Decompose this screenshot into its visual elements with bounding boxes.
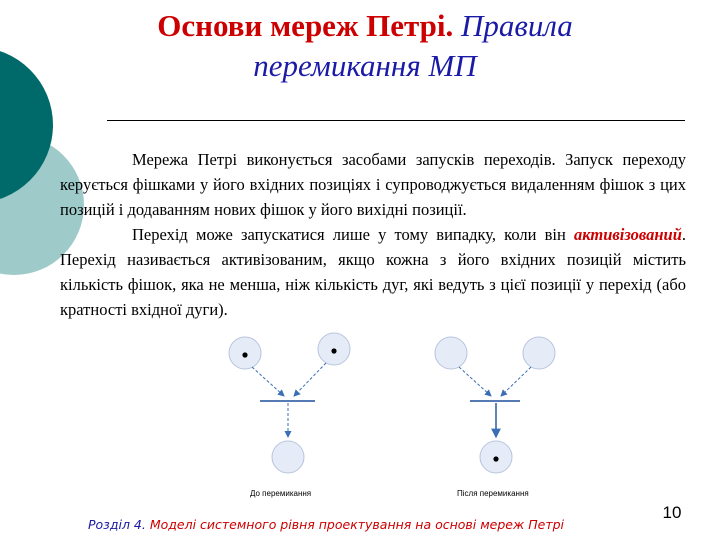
footer-section: Розділ 4. [88,517,146,532]
after-token-output [493,456,498,461]
before-output-place [272,441,304,473]
footer [88,517,564,532]
title-italic-line2: перемикання МП [253,48,477,83]
before-token-right [331,348,336,353]
paragraph-2 [60,222,686,322]
term-activated: активізований [574,225,682,244]
petri-net-diagram [220,325,580,510]
before-arc-left [252,367,284,396]
after-arc-right [501,367,531,396]
after-input-place-left [435,337,467,369]
after-input-place-right [523,337,555,369]
paragraph-1: Мережа Петрі виконується засобами запусків переходів. Запуск переходу керується фішками у його вхідних позиціях і супроводжується видаленням фішок з цих позицій і додаванням нових фішок у його вихідні позиції. [60,150,686,219]
before-token-left [242,352,247,357]
paragraph-2-end: . Перехід називається активізованим, якщо кожна з його вхідних позицій містить кількість фішок, яка не менша, ніж кількість дуг, які ведуть з цієї позиції у перехід (або кратності вхідної дуги). [60,225,687,319]
page-number: 10 [662,503,682,522]
title-bold: Основи мереж Петрі. [157,8,454,43]
before-label: До перемикання [250,489,312,498]
title-divider [107,120,685,121]
before-arc-right [294,363,326,396]
paragraph-2-start: Перехід може запускатися лише у тому випадку, коли він [132,225,566,244]
title-italic-line1: Правила [461,8,573,43]
body-text [60,147,686,322]
footer-subtitle: Моделі системного рівня проектування на основі мереж Петрі [149,517,565,532]
slide-title [60,6,670,86]
after-arc-left [459,367,491,396]
after-label: Після перемикання [457,489,529,498]
